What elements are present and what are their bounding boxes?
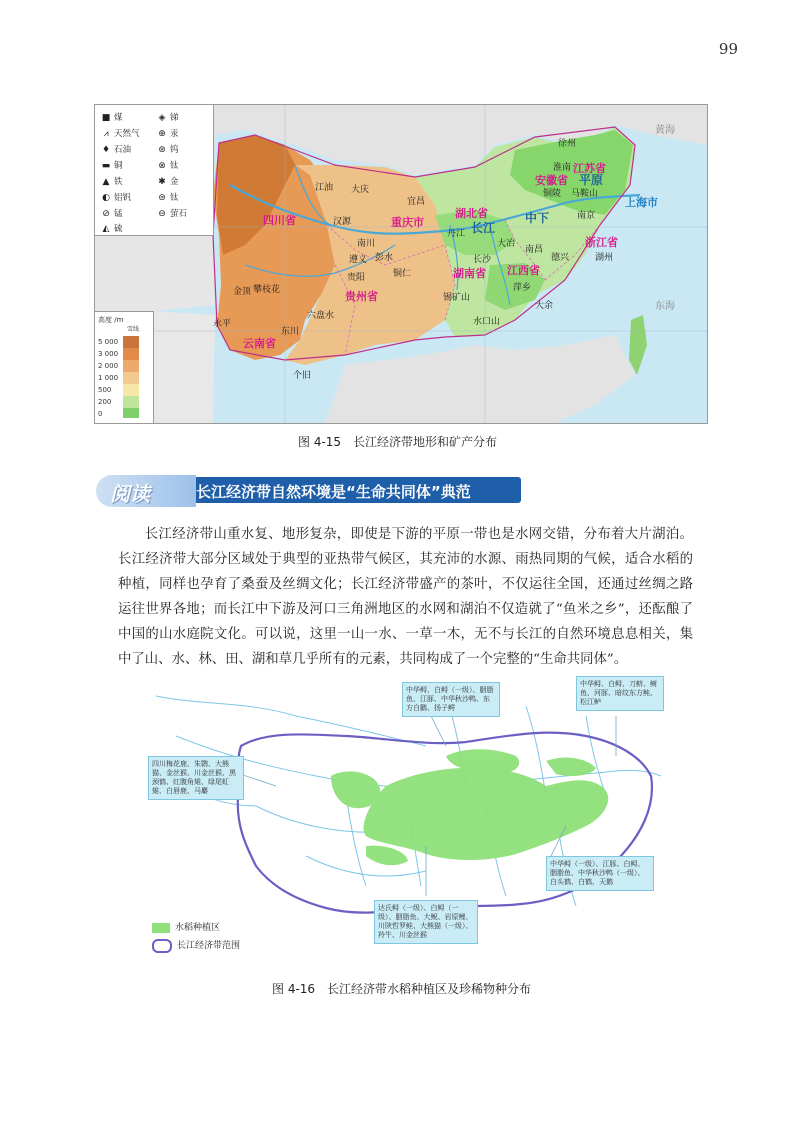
terrain-mineral-map xyxy=(94,104,708,424)
antimony-icon: ◈ xyxy=(158,113,166,123)
iron-icon: ▲ xyxy=(102,177,110,187)
city-label: 大余 xyxy=(535,301,554,311)
province-label: 浙江省 xyxy=(585,236,618,249)
legend-item: ◈ 锑 xyxy=(158,113,179,123)
elev-label: 3 000 xyxy=(98,350,119,358)
species-note-middle: 中华鲟、白鲟（一级）、胭脂鱼、江豚、中华秋沙鸭、东方白鹳、扬子鳄 xyxy=(402,682,500,717)
province-label: 上海市 xyxy=(625,196,658,209)
plain-label: 平原 xyxy=(579,173,604,187)
legend-item: ⊘ 锰 xyxy=(102,209,123,219)
city-label: 宜昌 xyxy=(407,197,426,207)
reading-text xyxy=(118,522,693,672)
mineral-legend xyxy=(95,105,214,236)
city-label: 徐州 xyxy=(558,139,577,149)
legend-boundary: 长江经济带范围 xyxy=(152,938,240,953)
fluorite-icon: ⊖ xyxy=(158,209,166,219)
city-label: 永平 xyxy=(213,319,232,329)
elev-swatch xyxy=(123,408,139,418)
elevation-title: 高度 /m xyxy=(98,316,124,324)
sea-label: 东海 xyxy=(655,301,675,312)
city-label: 大冶 xyxy=(497,239,516,249)
province-label: 重庆市 xyxy=(391,216,424,229)
legend-item: ♦ 石油 xyxy=(101,145,132,155)
elevation-legend xyxy=(95,311,154,424)
city-label: 淮南 xyxy=(553,163,572,173)
rice-species-map xyxy=(146,676,666,966)
natural-gas-icon: ⩘ xyxy=(103,129,109,139)
city-label: 东川 xyxy=(281,327,300,337)
species-note-estuary: 中华鲟、白鲟、刀鲚、鲥鱼、河豚、暗纹东方鲀、松江鲈 xyxy=(576,676,664,711)
province-label: 湖北省 xyxy=(455,207,488,220)
river-middle-label: 中下 xyxy=(525,211,550,225)
legend-item: ⊖ 萤石 xyxy=(158,209,188,219)
city-label: 湖州 xyxy=(595,253,614,263)
elev-label: 1 000 xyxy=(98,374,119,382)
elev-swatch xyxy=(123,348,139,360)
city-label: 六盘水 xyxy=(307,311,335,321)
reading-paragraph: 长江经济带山重水复、地形复杂，即使是下游的平原一带也是水网交错，分布着大片湖泊。长江经济带大部分区域处于典型的亚热带气候区，其充沛的水源、雨热同期的气候，适合水稻的种植，同样也孕育了桑蚕及丝绸文化；长江经济带盛产的茶叶，不仅运往全国，还通过丝绸之路运往世界各地；而长江中下游及河口三角洲地区的水网和湖泊不仅造就了“鱼米之乡”，还酝酿了中国的山水庭院文化。可以说，这里一山一水、一草一木，无不与长江的自然环境息息相关，集中了山、水、林、田、湖和草几乎所有的元素，共同构成了一个完整的“生命共同体”。 xyxy=(118,527,693,667)
elev-swatch xyxy=(123,336,139,348)
city-label: 南川 xyxy=(357,239,376,249)
reading-tag-label: 阅读 xyxy=(110,482,150,506)
province-label: 四川省 xyxy=(263,214,296,227)
city-label: 个旧 xyxy=(293,371,312,381)
city-label: 攀枝花 xyxy=(253,285,281,295)
province-label: 云南省 xyxy=(243,337,276,350)
elev-label: 0 xyxy=(98,410,103,418)
reading-banner xyxy=(96,475,521,507)
oil-icon: ♦ xyxy=(101,145,111,155)
gold-icon: ✱ xyxy=(158,177,166,187)
city-label: 水口山 xyxy=(473,317,501,327)
legend-item: ⊕ 汞 xyxy=(158,129,179,139)
legend-rice: 水稻种植区 xyxy=(152,920,220,933)
city-label: 丹江 xyxy=(447,229,466,239)
reading-title: 长江经济带自然环境是“生命共同体”典范 xyxy=(196,483,471,501)
figure1-caption: 图 4-15 长江经济带地形和矿产分布 xyxy=(298,435,498,449)
reading-title-bar xyxy=(182,477,521,503)
species-note-sichuan: 四川梅花鹿、朱鹮、大熊猫、金丝猴、川金丝猴、黑颈鹤、红腹角雉、绿尾虹雉、白唇鹿、马麝 xyxy=(148,756,244,800)
city-label: 彭水 xyxy=(375,253,394,263)
elev-swatch xyxy=(123,372,139,384)
city-label: 德兴 xyxy=(551,253,570,263)
page-number: 99 xyxy=(718,40,738,58)
species-note-upper: 达氏鲟（一级）、白鲟（一级）、胭脂鱼、大鲵、岩原鲤、川陕哲罗鲑、大熊猫（一级）、羚牛、川金丝猴 xyxy=(374,900,478,944)
figure2-caption: 图 4-16 长江经济带水稻种植区及珍稀物种分布 xyxy=(272,982,532,996)
city-label: 南昌 xyxy=(525,245,544,255)
species-note-lower: 中华鲟（一级）、江豚、白鲟、胭脂鱼、中华秋沙鸭（一级）、白头鹤、白鹤、天鹅 xyxy=(546,856,654,891)
manganese-icon: ⊘ xyxy=(102,209,110,219)
city-label: 锡矿山 xyxy=(443,293,471,303)
bauxite-icon: ◐ xyxy=(102,193,110,203)
elev-label: 200 xyxy=(98,398,112,406)
legend-item: ◐ 铝钒 xyxy=(102,193,132,203)
tungsten-icon: ⊛ xyxy=(158,145,166,155)
legend-item: ⊛ 钨 xyxy=(158,145,179,155)
legend-item: ⊗ 钛 xyxy=(158,161,179,171)
legend-item: ▬ 铜 xyxy=(101,161,123,171)
legend-item: ⊜ 钛 xyxy=(158,193,179,203)
snowline-label: 雪线 xyxy=(127,326,140,333)
province-label: 江西省 xyxy=(507,264,540,277)
elev-label: 2 000 xyxy=(98,362,119,370)
elev-label: 5 000 xyxy=(98,338,119,346)
rice-swatch xyxy=(152,923,170,933)
city-label: 汉源 xyxy=(333,217,352,227)
province-label: 湖南省 xyxy=(453,267,486,280)
city-label: 铜陵 xyxy=(543,189,562,199)
sea-label: 黄海 xyxy=(655,125,675,136)
city-label: 江油 xyxy=(315,183,334,193)
legend-item: ✱ 金 xyxy=(158,177,179,187)
city-label: 南京 xyxy=(577,211,596,221)
province-label: 贵州省 xyxy=(345,290,378,303)
city-label: 马鞍山 xyxy=(571,189,599,199)
city-label: 大庆 xyxy=(351,185,370,195)
elev-label: 500 xyxy=(98,386,112,394)
mercury-icon: ⊕ xyxy=(158,129,166,139)
city-label: 萍乡 xyxy=(513,283,532,293)
legend-item: ■ 煤 xyxy=(101,113,123,123)
city-label: 长沙 xyxy=(473,255,492,265)
legend-item: ▲ 铁 xyxy=(102,177,123,187)
sulfur-icon: ◭ xyxy=(102,224,110,234)
elev-swatch xyxy=(123,360,139,372)
legend-item: ⩘ 天然气 xyxy=(101,127,140,139)
city-label: 金顶 xyxy=(233,287,252,297)
province-label: 江苏省 xyxy=(573,162,606,175)
copper-icon: ▬ xyxy=(101,161,111,171)
titanium-icon: ⊗ xyxy=(158,161,166,171)
city-label: 贵阳 xyxy=(347,273,366,283)
boundary-swatch xyxy=(152,939,172,953)
titanium-alt-icon: ⊜ xyxy=(158,193,166,203)
legend-item: ◭ 硫 xyxy=(102,224,123,234)
coal-icon: ■ xyxy=(101,113,111,123)
province-label: 安徽省 xyxy=(535,174,568,187)
reading-tag xyxy=(96,475,196,507)
river-label: 长江 xyxy=(471,221,496,235)
city-label: 铜仁 xyxy=(393,269,412,279)
city-label: 遵义 xyxy=(349,255,368,265)
elev-swatch xyxy=(123,396,139,408)
elev-swatch xyxy=(123,384,139,396)
